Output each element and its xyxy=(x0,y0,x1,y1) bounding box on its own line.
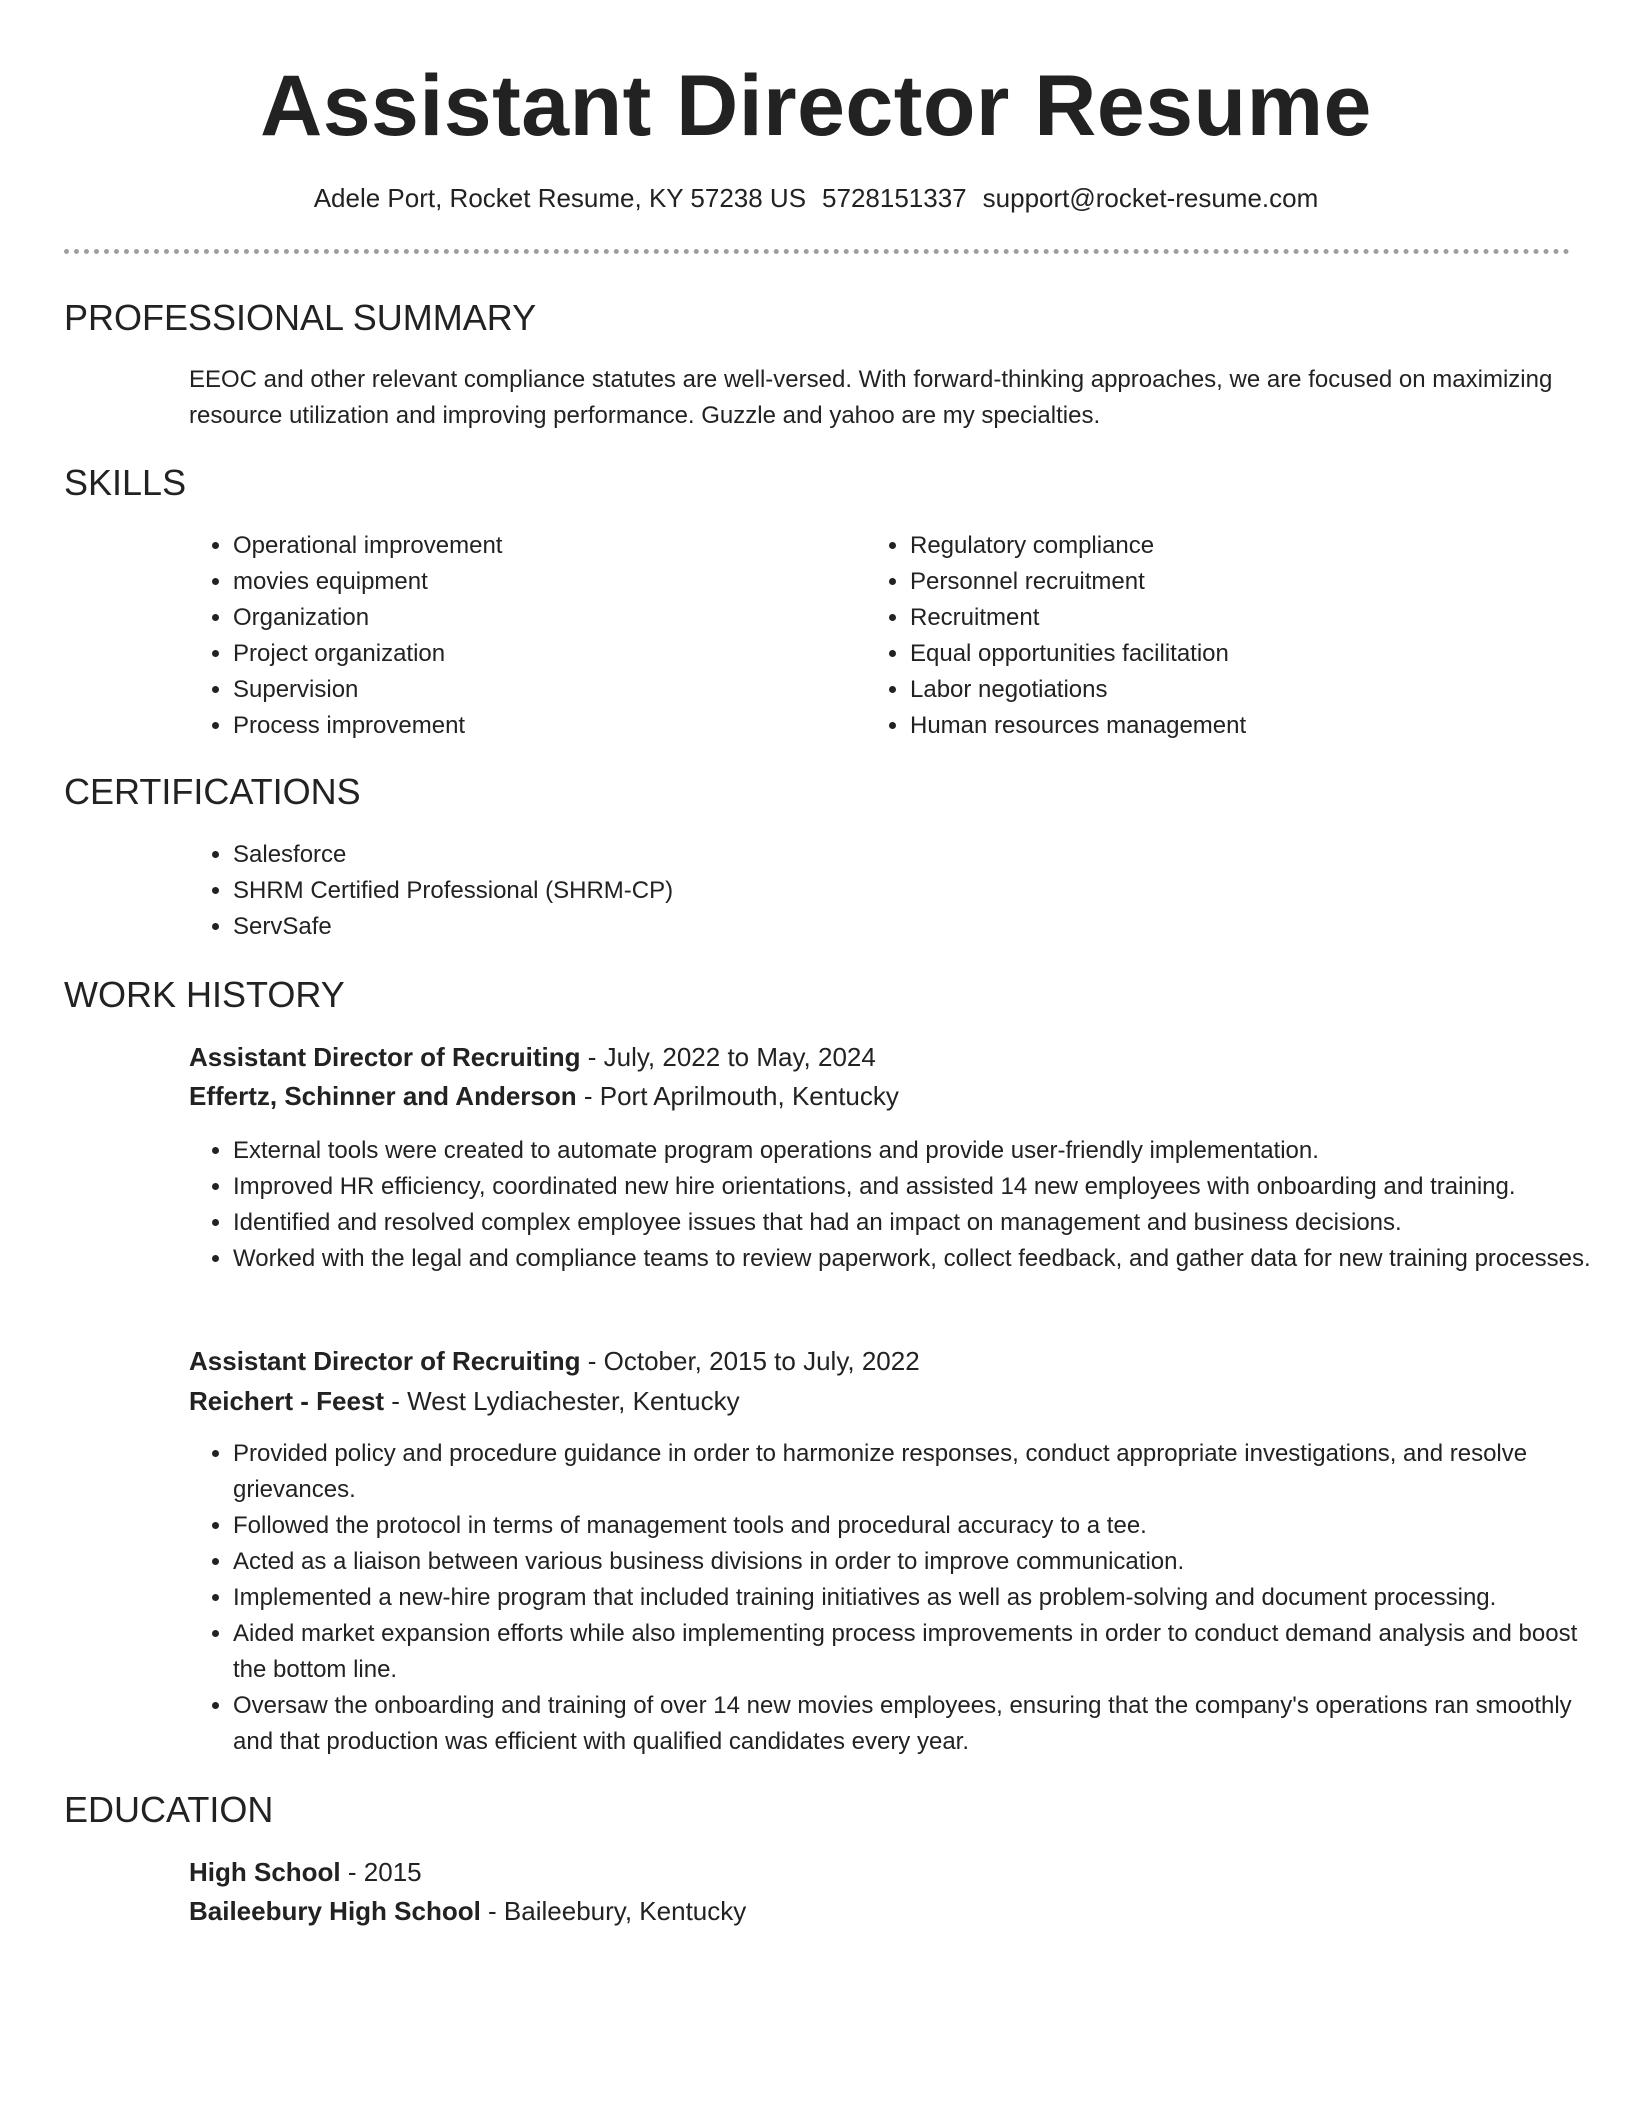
list-item: • movies equipment xyxy=(233,564,853,600)
section-heading-skills: SKILLS xyxy=(64,462,187,503)
contact-address: Adele Port, Rocket Resume, KY 57238 US xyxy=(313,183,807,213)
job-dates: - October, 2015 to July, 2022 xyxy=(580,1346,920,1376)
education-school: Baileebury High School xyxy=(189,1896,481,1926)
list-item: • Operational improvement xyxy=(233,528,853,564)
list-item: • SHRM Certified Professional (SHRM-CP) xyxy=(233,873,1533,909)
job-title: Assistant Director of Recruiting xyxy=(189,1346,581,1376)
list-item: • Regulatory compliance xyxy=(910,528,1530,564)
job-bullets xyxy=(189,1436,1613,1760)
list-item: • Equal opportunities facilitation xyxy=(910,636,1530,672)
list-item: • Improved HR efficiency, coordinated new hire orientations, and assisted 14 new employees with onboarding and training. xyxy=(233,1169,1613,1205)
list-item: • Salesforce xyxy=(233,837,1533,873)
list-item: • Personnel recruitment xyxy=(910,564,1530,600)
education-degree: High School xyxy=(189,1857,341,1887)
skills-list-left xyxy=(189,528,853,744)
education-degree-line xyxy=(189,1853,422,1891)
list-item: • Worked with the legal and compliance teams to review paperwork, collect feedback, and gather data for new training processes. xyxy=(233,1241,1613,1277)
section-heading-summary: PROFESSIONAL SUMMARY xyxy=(64,297,537,338)
section-heading-work-history: WORK HISTORY xyxy=(64,974,345,1015)
job-company-line xyxy=(189,1077,899,1115)
list-item: • Implemented a new-hire program that included training initiatives as well as problem-solving and document processing. xyxy=(233,1580,1613,1616)
list-item: • Acted as a liaison between various business divisions in order to improve communication. xyxy=(233,1544,1613,1580)
education-year: - 2015 xyxy=(340,1857,422,1887)
list-item: • Aided market expansion efforts while also implementing process improvements in order to conduct demand analysis and boost the bottom line. xyxy=(233,1616,1613,1688)
job-location: - Port Aprilmouth, Kentucky xyxy=(576,1081,899,1111)
list-item: • Provided policy and procedure guidance in order to harmonize responses, conduct appropriate investigations, and resolve grievances. xyxy=(233,1436,1613,1508)
contact-phone: 5728151337 xyxy=(822,183,967,213)
contact-line xyxy=(0,180,1632,216)
list-item: • Recruitment xyxy=(910,600,1530,636)
list-item: • Identified and resolved complex employee issues that had an impact on management and business decisions. xyxy=(233,1205,1613,1241)
list-item: • ServSafe xyxy=(233,909,1533,945)
resume-title: Assistant Director Resume xyxy=(260,58,1372,154)
job-dates: - July, 2022 to May, 2024 xyxy=(580,1042,876,1072)
job-title: Assistant Director of Recruiting xyxy=(189,1042,581,1072)
certifications-list xyxy=(189,837,1533,945)
job-bullets xyxy=(189,1133,1613,1277)
list-item: • Oversaw the onboarding and training of over 14 new movies employees, ensuring that the company's operations ran smoothly and that production was efficient with qualified candidates every year. xyxy=(233,1688,1613,1760)
list-item: • Organization xyxy=(233,600,853,636)
job-location: - West Lydiachester, Kentucky xyxy=(384,1386,740,1416)
list-item: • Followed the protocol in terms of management tools and procedural accuracy to a tee. xyxy=(233,1508,1613,1544)
contact-email[interactable]: support@rocket-resume.com xyxy=(982,183,1319,213)
job-title-line xyxy=(189,1038,876,1076)
list-item: • External tools were created to automate program operations and provide user-friendly implementation. xyxy=(233,1133,1613,1169)
list-item: • Labor negotiations xyxy=(910,672,1530,708)
job-title-line xyxy=(189,1342,920,1380)
list-item: • Process improvement xyxy=(233,708,853,744)
job-company: Effertz, Schinner and Anderson xyxy=(189,1081,577,1111)
section-heading-certifications: CERTIFICATIONS xyxy=(64,771,361,812)
education-location: - Baileebury, Kentucky xyxy=(480,1896,747,1926)
skills-list-right xyxy=(866,528,1530,744)
education-school-line xyxy=(189,1892,746,1930)
list-item: • Supervision xyxy=(233,672,853,708)
job-company-line xyxy=(189,1382,740,1420)
header-divider xyxy=(64,249,1570,254)
list-item: • Human resources management xyxy=(910,708,1530,744)
section-heading-education: EDUCATION xyxy=(64,1789,274,1830)
job-company: Reichert - Feest xyxy=(189,1386,385,1416)
list-item: • Project organization xyxy=(233,636,853,672)
summary-text: EEOC and other relevant compliance statutes are well-versed. With forward-thinking approaches, we are focused on maximizing resource utilization and improving performance. Guzzle and yahoo are my specialties. xyxy=(189,366,1553,429)
